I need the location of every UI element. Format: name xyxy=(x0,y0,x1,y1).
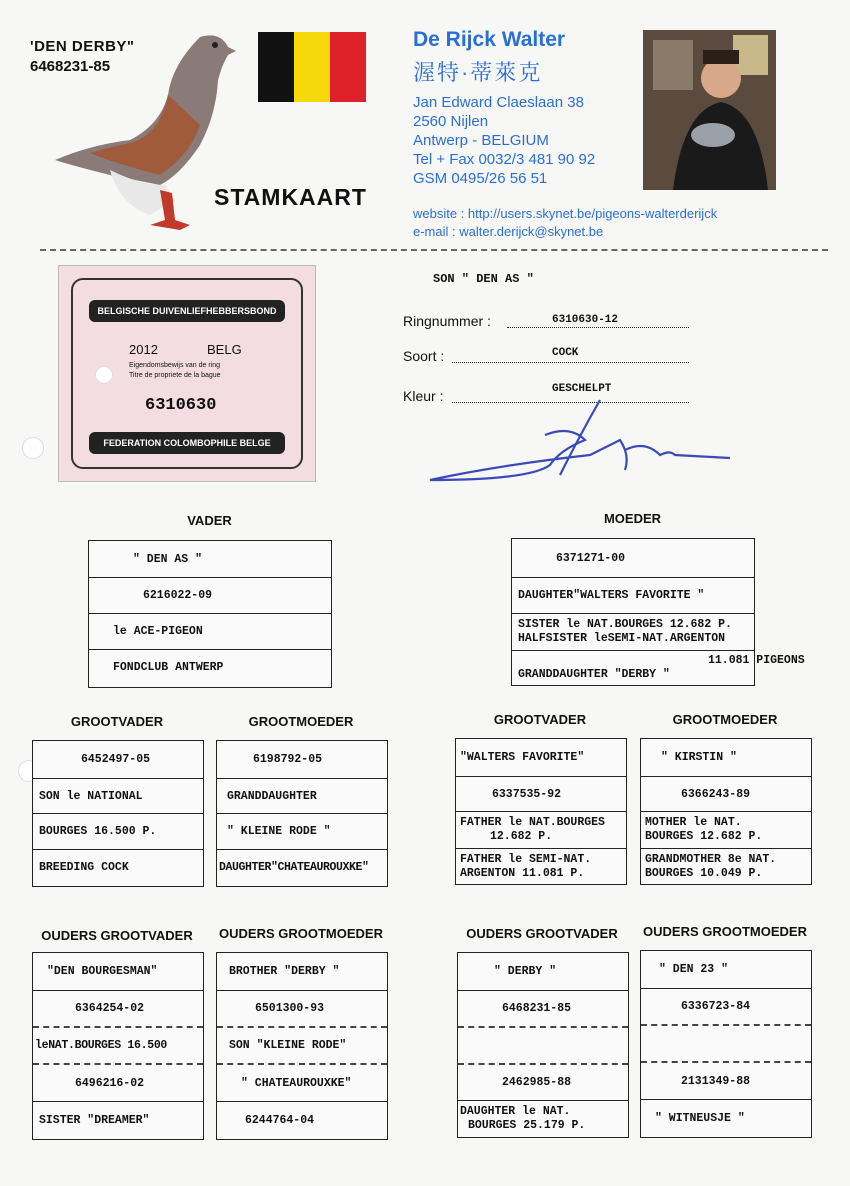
grandmother-info-line: " KLEINE RODE " xyxy=(217,814,387,850)
pigeon-number: 6468231-85 xyxy=(30,58,111,75)
separator-line xyxy=(40,249,828,251)
certificate-bottom-band: FEDERATION COLOMBOPHILE BELGE xyxy=(89,432,285,454)
owner-name: De Rijck Walter xyxy=(413,28,566,51)
grandmother-info-line: BOURGES 10.049 P. xyxy=(645,866,763,880)
certificate-top-band: BELGISCHE DUIVENLIEFHEBBERSBOND xyxy=(89,300,285,322)
mother-info-line: 11.081 PIGEONS xyxy=(708,654,805,667)
grandmother-info xyxy=(641,812,811,849)
grandfather-number: 6452497-05 xyxy=(33,741,203,779)
grandfather-name: "WALTERS FAVORITE" xyxy=(456,739,626,777)
mother-number: 6371271-00 xyxy=(512,539,754,578)
parents-grandmother-heading: OUDERS GROOTMOEDER xyxy=(643,924,807,939)
flag-red-stripe xyxy=(330,32,366,102)
ancestor-name: BROTHER "DERBY " xyxy=(217,953,387,991)
grandfather-paternal-table xyxy=(32,740,204,887)
mother-heading: MOEDER xyxy=(603,511,662,526)
grandmother-number: 6366243-89 xyxy=(641,777,811,812)
ancestor-info-line: " CHATEAUROUXKE" xyxy=(217,1065,387,1102)
grandmother-info-line: BOURGES 12.682 P. xyxy=(645,830,763,843)
father-name: " DEN AS " xyxy=(89,541,331,578)
address-phone: Tel + Fax 0032/3 481 90 92 xyxy=(413,151,596,168)
ancestor-name: "DEN BOURGESMAN" xyxy=(33,953,203,991)
grandfather-info-line: ARGENTON 11.081 P. xyxy=(460,866,585,880)
ancestor-number: 6468231-85 xyxy=(458,991,628,1028)
certificate-number: 6310630 xyxy=(145,396,217,415)
ancestor-number: 6244764-04 xyxy=(245,1114,315,1127)
website-link[interactable]: website : http://users.skynet.be/pigeons-walterderijck xyxy=(413,206,718,221)
grandmother-heading: GROOTMOEDER xyxy=(248,714,354,729)
ring-certificate xyxy=(58,265,316,482)
father-info-line: le ACE-PIGEON xyxy=(89,614,331,650)
grandfather-info-line: SON le NATIONAL xyxy=(33,779,203,814)
address-gsm: GSM 0495/26 56 51 xyxy=(413,170,548,187)
grandmother-paternal-table xyxy=(216,740,388,887)
certificate-small-line: Eigendomsbewijs van de ring xyxy=(129,362,221,369)
color-label: Kleur : xyxy=(403,388,444,404)
ancestor-name: " DERBY " xyxy=(458,953,628,991)
parents-grandmother-paternal-table xyxy=(216,952,388,1140)
grandfather-maternal-table xyxy=(455,738,627,885)
ancestor-number: 2131349-88 xyxy=(641,1063,811,1100)
email-link[interactable]: e-mail : walter.derijck@skynet.be xyxy=(413,224,604,239)
ancestor-info-line: DAUGHTER le NAT. xyxy=(460,1105,571,1118)
grandfather-info-line: FATHER le SEMI-NAT. xyxy=(460,852,592,866)
pigeon-name: 'DEN DERBY" xyxy=(30,38,135,55)
certificate-country: BELG xyxy=(207,342,242,357)
grandfather-heading: GROOTVADER xyxy=(493,712,587,727)
grandfather-info-line: BOURGES 16.500 P. xyxy=(33,814,203,850)
address-street: Jan Edward Claeslaan 38 xyxy=(413,94,584,111)
ancestor-number: 6336723-84 xyxy=(641,989,811,1026)
grandfather-info-line: BREEDING COCK xyxy=(39,861,129,874)
grandmother-maternal-table xyxy=(640,738,812,885)
grandmother-info-line: GRANDMOTHER 8e NAT. xyxy=(645,852,777,866)
grandmother-info xyxy=(641,849,811,884)
grandmother-info-line: MOTHER le NAT. xyxy=(645,816,742,829)
ancestor-name: " WITNEUSJE " xyxy=(655,1112,745,1125)
ancestor-info-line: SISTER "DREAMER" xyxy=(39,1114,150,1127)
grandmother-number: 6198792-05 xyxy=(217,741,387,779)
grandfather-info xyxy=(456,849,626,884)
ancestor-number: 6496216-02 xyxy=(33,1065,203,1102)
certificate-hole xyxy=(95,366,113,384)
grandmother-name: " KIRSTIN " xyxy=(641,739,811,777)
mother-table xyxy=(511,538,805,686)
certificate-year: 2012 xyxy=(129,342,158,357)
ancestor-number: 6501300-93 xyxy=(217,991,387,1028)
grandfather-number: 6337535-92 xyxy=(456,777,626,812)
father-info-line: FONDCLUB ANTWERP xyxy=(113,661,224,674)
grandfather-info-line: FATHER le NAT.BOURGES xyxy=(460,816,605,829)
ancestor-info-line: BOURGES 25.179 P. xyxy=(468,1119,586,1132)
punch-hole xyxy=(22,437,44,459)
ancestor-number: 6364254-02 xyxy=(33,991,203,1028)
ancestor-info-line: leNAT.BOURGES 16.500 xyxy=(33,1028,203,1065)
address-city: 2560 Nijlen xyxy=(413,113,489,130)
document-title: STAMKAART xyxy=(214,184,367,210)
grandmother-info-line: DAUGHTER"CHATEAUROUXKE" xyxy=(219,861,369,874)
flag-black-stripe xyxy=(258,32,294,102)
flag-yellow-stripe xyxy=(294,32,330,102)
father-table xyxy=(88,540,332,688)
ring-value: 6310630-12 xyxy=(552,314,619,326)
parents-grandfather-heading: OUDERS GROOTVADER xyxy=(41,928,193,943)
ring-label: Ringnummer : xyxy=(403,313,491,329)
father-number: 6216022-09 xyxy=(89,578,331,614)
grandmother-heading: GROOTMOEDER xyxy=(672,712,778,727)
pigeon-image xyxy=(50,25,240,240)
parents-grandfather-heading: OUDERS GROOTVADER xyxy=(466,926,618,941)
parents-grandmother-maternal-table xyxy=(640,950,812,1138)
address-country: Antwerp - BELGIUM xyxy=(413,132,549,149)
grandfather-info xyxy=(456,812,626,849)
owner-photo-illustration xyxy=(643,30,776,190)
mother-name: DAUGHTER"WALTERS FAVORITE " xyxy=(512,578,754,614)
grandmother-info-line: GRANDDAUGHTER xyxy=(217,779,387,814)
ancestor-name: " DEN 23 " xyxy=(641,951,811,989)
color-value: GESCHELPT xyxy=(552,383,612,395)
owner-photo xyxy=(643,30,776,190)
grandfather-heading: GROOTVADER xyxy=(70,714,164,729)
ancestor-blank xyxy=(641,1026,811,1063)
mother-info-line: SISTER le NAT.BOURGES 12.682 P. xyxy=(518,618,732,631)
owner-chinese-name: 渥特·蒂萊克 xyxy=(413,60,543,85)
mother-info xyxy=(512,614,754,651)
parents-grandmother-heading: OUDERS GROOTMOEDER xyxy=(219,926,383,941)
ancestor-info-line: SON "KLEINE RODE" xyxy=(217,1028,387,1065)
grandfather-info-line: 12.682 P. xyxy=(490,830,553,843)
father-heading: VADER xyxy=(187,513,232,528)
sort-value: COCK xyxy=(552,347,579,359)
bird-title: SON " DEN AS " xyxy=(433,272,534,286)
parents-grandfather-paternal-table xyxy=(32,952,204,1140)
mother-info-line: GRANDDAUGHTER "DERBY " xyxy=(518,668,670,681)
signature xyxy=(410,395,740,490)
certificate-small-line: Titre de propriete de la bague xyxy=(129,372,221,379)
mother-info xyxy=(512,651,805,685)
ancestor-number: 2462985-88 xyxy=(458,1065,628,1101)
sort-label: Soort : xyxy=(403,348,445,364)
ancestor-blank xyxy=(458,1028,628,1065)
ancestor-info xyxy=(458,1101,628,1137)
belgian-flag xyxy=(258,32,366,102)
parents-grandfather-maternal-table xyxy=(457,952,629,1138)
mother-info-line: HALFSISTER leSEMI-NAT.ARGENTON xyxy=(518,632,726,645)
